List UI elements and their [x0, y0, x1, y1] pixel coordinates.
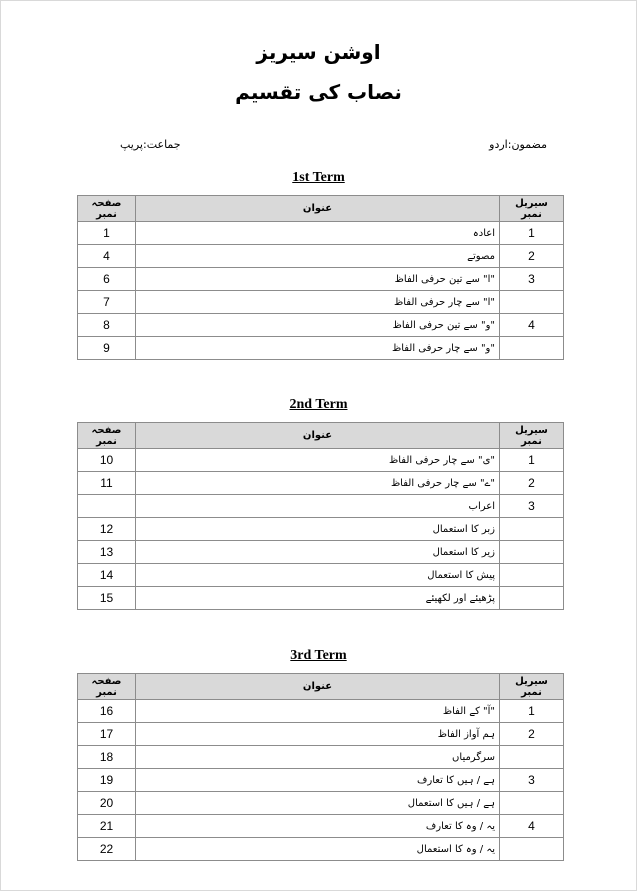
term-2-table	[77, 422, 564, 610]
table-row	[78, 449, 564, 472]
table-row	[78, 291, 564, 314]
topic-cell: اعراب	[136, 495, 500, 518]
table-row	[78, 815, 564, 838]
table-row	[78, 792, 564, 815]
title-column-header: عنوان	[136, 423, 500, 449]
page-cell: 1	[78, 222, 136, 245]
term-3-table	[77, 673, 564, 861]
term-1-heading: 1st Term	[292, 170, 345, 185]
serial-cell: 1	[500, 222, 564, 245]
serial-cell: 4	[500, 314, 564, 337]
page-cell: 9	[78, 337, 136, 360]
table-row	[78, 541, 564, 564]
table-row	[78, 222, 564, 245]
page-cell: 18	[78, 746, 136, 769]
serial-cell: 1	[500, 700, 564, 723]
page-cell: 15	[78, 587, 136, 610]
serial-cell: 2	[500, 472, 564, 495]
serial-cell: 3	[500, 495, 564, 518]
serial-cell	[500, 337, 564, 360]
topic-cell: اعادہ	[136, 222, 500, 245]
serial-cell: 3	[500, 268, 564, 291]
table-row	[78, 337, 564, 360]
serial-cell: 4	[500, 815, 564, 838]
title-column-header: عنوان	[136, 196, 500, 222]
term-1-rows	[78, 222, 564, 360]
page-column-header: صفحہ نمبر	[78, 196, 136, 222]
page-column-header: صفحہ نمبر	[78, 423, 136, 449]
series-title: اوشن سیریز	[256, 40, 381, 64]
topic-cell: "ے" سے چار حرفی الفاظ	[136, 472, 500, 495]
serial-cell	[500, 792, 564, 815]
table-header-row	[78, 196, 564, 222]
serial-cell	[500, 541, 564, 564]
table-row	[78, 838, 564, 861]
page-cell: 21	[78, 815, 136, 838]
page-cell: 22	[78, 838, 136, 861]
topic-cell: پڑھیئے اور لکھیئے	[136, 587, 500, 610]
subject-label: مضمون:اردو	[489, 138, 547, 151]
page-cell: 7	[78, 291, 136, 314]
grade-label: جماعت:پریپ	[120, 138, 181, 151]
term-2-rows	[78, 449, 564, 610]
page-cell: 13	[78, 541, 136, 564]
table-row	[78, 587, 564, 610]
page-cell: 4	[78, 245, 136, 268]
page-column-header: صفحہ نمبر	[78, 674, 136, 700]
table-row	[78, 769, 564, 792]
serial-cell	[500, 838, 564, 861]
page-cell: 20	[78, 792, 136, 815]
page-cell: 16	[78, 700, 136, 723]
topic-cell: "ا" سے چار حرفی الفاظ	[136, 291, 500, 314]
topic-cell: پیش کا استعمال	[136, 564, 500, 587]
serial-cell	[500, 518, 564, 541]
topic-cell: زبر کا استعمال	[136, 518, 500, 541]
serial-cell: 2	[500, 723, 564, 746]
page-cell: 17	[78, 723, 136, 746]
table-row	[78, 314, 564, 337]
table-row	[78, 245, 564, 268]
term-3-rows	[78, 700, 564, 861]
topic-cell: "و" سے تین حرفی الفاظ	[136, 314, 500, 337]
table-row	[78, 518, 564, 541]
table-row	[78, 700, 564, 723]
topic-cell: یہ / وہ کا استعمال	[136, 838, 500, 861]
topic-cell: "ا" سے تین حرفی الفاظ	[136, 268, 500, 291]
topic-cell: سرگرمیاں	[136, 746, 500, 769]
topic-cell: یہ / وہ کا تعارف	[136, 815, 500, 838]
serial-column-header: سیریل نمبر	[500, 674, 564, 700]
term-2-heading: 2nd Term	[289, 397, 348, 412]
topic-cell: زیر کا استعمال	[136, 541, 500, 564]
page-cell: 8	[78, 314, 136, 337]
topic-cell: ہے / ہیں کا تعارف	[136, 769, 500, 792]
term-1-table	[77, 195, 564, 360]
serial-cell	[500, 564, 564, 587]
table-header-row	[78, 423, 564, 449]
serial-cell: 1	[500, 449, 564, 472]
table-row	[78, 472, 564, 495]
page-cell: 11	[78, 472, 136, 495]
serial-cell	[500, 746, 564, 769]
topic-cell: ہے / ہیں کا استعمال	[136, 792, 500, 815]
page-cell: 19	[78, 769, 136, 792]
page-cell	[78, 495, 136, 518]
table-header-row	[78, 674, 564, 700]
page-cell: 12	[78, 518, 136, 541]
table-row	[78, 723, 564, 746]
serial-column-header: سیریل نمبر	[500, 423, 564, 449]
page-cell: 6	[78, 268, 136, 291]
page-cell: 14	[78, 564, 136, 587]
term-3-heading: 3rd Term	[290, 648, 347, 663]
table-row	[78, 268, 564, 291]
document-title: نصاب کی تقسیم	[235, 80, 402, 104]
topic-cell: "ی" سے چار حرفی الفاظ	[136, 449, 500, 472]
table-row	[78, 495, 564, 518]
topic-cell: مصوتے	[136, 245, 500, 268]
table-row	[78, 746, 564, 769]
topic-cell: "و" سے چار حرفی الفاظ	[136, 337, 500, 360]
serial-cell: 2	[500, 245, 564, 268]
page-cell: 10	[78, 449, 136, 472]
title-column-header: عنوان	[136, 674, 500, 700]
serial-cell	[500, 587, 564, 610]
table-row	[78, 564, 564, 587]
serial-cell: 3	[500, 769, 564, 792]
serial-column-header: سیریل نمبر	[500, 196, 564, 222]
topic-cell: "آ" کے الفاظ	[136, 700, 500, 723]
serial-cell	[500, 291, 564, 314]
topic-cell: ہم آواز الفاظ	[136, 723, 500, 746]
